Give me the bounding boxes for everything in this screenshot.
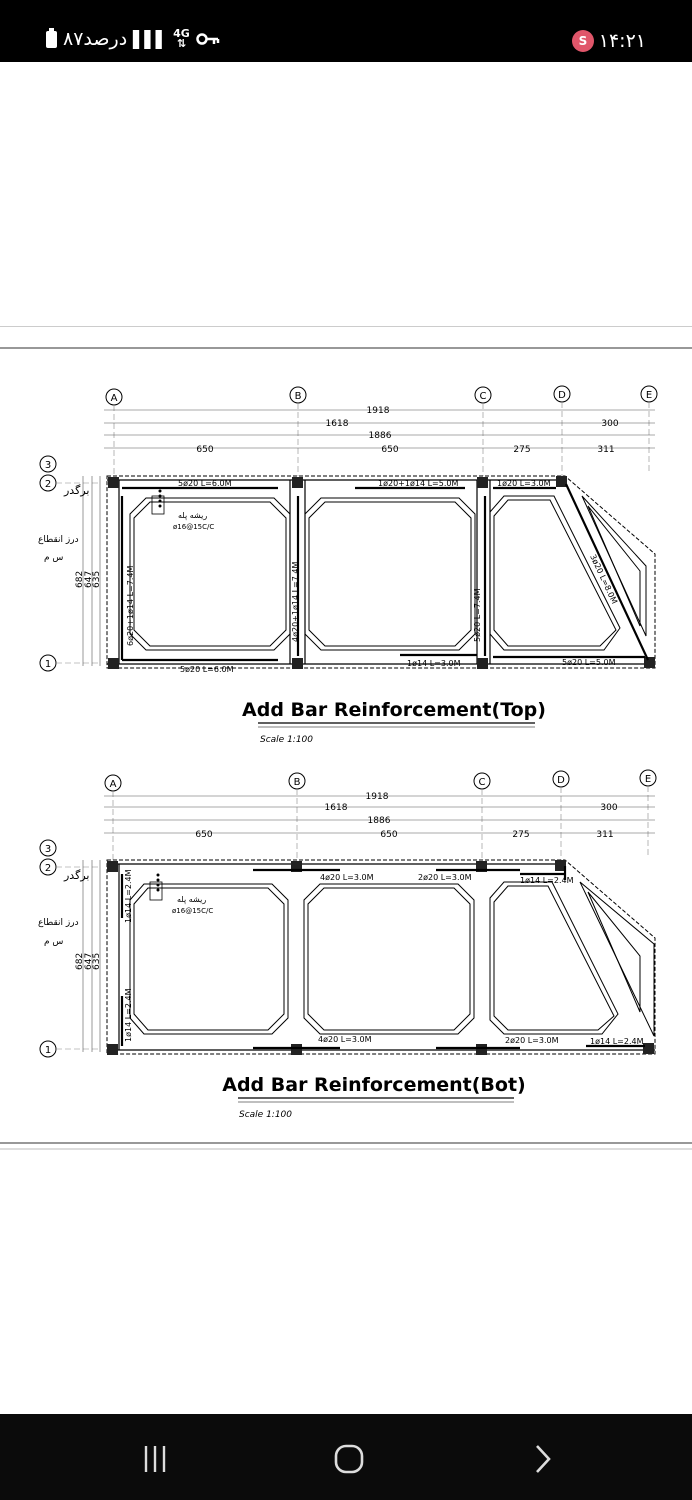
dim-275-bot: 275	[512, 830, 530, 840]
dim-1618-bot: 1618	[324, 803, 348, 813]
dim-275: 275	[513, 445, 531, 455]
bar-bot-c-bot: 2ø20 L=3.0M	[505, 1036, 559, 1045]
grid-label-e-bot: E	[644, 774, 652, 785]
scale-top: Scale 1:100	[260, 735, 314, 745]
dim-682: 682	[75, 570, 85, 588]
joint-label-bot: درز انقطاع	[38, 918, 79, 928]
stair-label-bot: ریشه پله	[177, 895, 207, 904]
home-icon[interactable]	[332, 1442, 366, 1476]
grid-label-1-bot: 1	[44, 1045, 52, 1056]
stair-rebar-bot: ø16@15C/C	[172, 907, 214, 915]
battery-icon	[46, 31, 57, 48]
back-icon[interactable]	[526, 1442, 560, 1476]
signal-icon: ▌▌▌	[133, 29, 168, 49]
bar-bot-d-top: 1ø14 L=2.4M	[520, 876, 574, 885]
bar-bot-b-bot: 4ø20 L=3.0M	[318, 1035, 372, 1044]
battery-percent: ۸۷درصد	[63, 28, 128, 50]
bar-bot-b-top: 4ø20 L=3.0M	[320, 873, 374, 882]
dim-300: 300	[601, 419, 619, 429]
navigation-bar	[0, 1414, 692, 1500]
title-top: Add Bar Reinforcement(Top)	[242, 699, 546, 721]
grid-label-d: D	[558, 390, 566, 401]
bar-top-a-vert: 6ø20+1ø14 L=7.4M	[126, 565, 135, 646]
grid-label-3: 3	[44, 460, 52, 471]
dim-650b-bot: 650	[380, 830, 398, 840]
grid-label-d-bot: D	[557, 775, 565, 786]
grid-label-b: B	[294, 391, 302, 402]
dim-1886-bot: 1886	[367, 816, 391, 826]
dim-650b: 650	[381, 445, 399, 455]
structural-drawing	[0, 326, 692, 1150]
stair-rebar-top: ø16@15C/C	[173, 523, 215, 531]
dim-300-bot: 300	[600, 803, 618, 813]
bar-bot-c-top: 2ø20 L=3.0M	[418, 873, 472, 882]
scale-bot: Scale 1:100	[239, 1110, 293, 1120]
dim-1618: 1618	[325, 419, 349, 429]
dim-647-bot: 647	[84, 952, 94, 970]
bar-bot-a-top: 1ø14 L=2.4M	[124, 869, 133, 923]
dim-682-bot: 682	[75, 952, 85, 970]
vpn-key-icon	[196, 32, 220, 46]
dim-650a-bot: 650	[195, 830, 213, 840]
grid-label-2: 2	[44, 479, 52, 490]
bar-bot-e-bot: 1ø14 L=2.4M	[590, 1037, 644, 1046]
network-type: 4G ⇅	[173, 27, 190, 50]
s-shield-icon: S	[572, 30, 594, 52]
beam-label-bot: برگدر	[64, 869, 90, 882]
bot-plan	[38, 770, 656, 1120]
top-plan	[38, 386, 657, 745]
dim-311-bot: 311	[596, 830, 614, 840]
bar-top-c-vert: 5ø20 L=7.4M	[473, 588, 482, 642]
grid-label-3-bot: 3	[44, 844, 52, 855]
grid-label-e: E	[645, 390, 653, 401]
dim-overall-bot: 1918	[365, 792, 389, 802]
grid-label-1: 1	[44, 659, 52, 670]
dim-overall: 1918	[366, 406, 390, 416]
dim-1886: 1886	[368, 431, 392, 441]
bar-top-ab-top: 5ø20 L=6.0M	[178, 479, 232, 488]
status-bar	[0, 0, 692, 62]
grid-label-2-bot: 2	[44, 863, 52, 874]
grid-label-a: A	[110, 393, 118, 404]
grid-label-b-bot: B	[293, 777, 301, 788]
dim-647: 647	[84, 570, 94, 588]
status-time: ۱۴:۲۱	[598, 30, 646, 52]
grid-label-a-bot: A	[109, 779, 117, 790]
dim-650a: 650	[196, 445, 214, 455]
bar-top-cd-small: 1ø14 L=3.0M	[407, 659, 461, 668]
grid-label-c: C	[479, 391, 487, 402]
beam-label: برگدر	[64, 484, 90, 497]
grid-label-c-bot: C	[478, 777, 486, 788]
bar-top-bc-top: 1ø20+1ø14 L=5.0M	[378, 479, 459, 488]
bar-top-cd-bot: 5ø20 L=5.0M	[562, 658, 616, 667]
small-label: س م	[44, 553, 64, 563]
bar-bot-a-bot: 1ø14 L=2.4M	[124, 988, 133, 1042]
dim-635: 635	[92, 570, 102, 588]
recents-icon[interactable]	[138, 1442, 172, 1476]
bar-top-diag: 3ø20 L=8.0M	[588, 553, 619, 606]
bar-top-cd-top: 1ø20 L=3.0M	[497, 479, 551, 488]
stair-label-top: ریشه پله	[178, 511, 208, 520]
dim-635-bot: 635	[92, 952, 102, 970]
bar-top-ab-bot: 5ø20 L=6.0M	[180, 665, 234, 674]
drawing-page	[0, 326, 692, 1150]
status-left-cluster	[46, 28, 220, 50]
small-label-bot: س م	[44, 937, 64, 947]
joint-label: درز انقطاع	[38, 535, 79, 545]
dim-311: 311	[597, 445, 615, 455]
bar-top-b-vert: 4ø20+1ø14 L=7.4M	[291, 561, 300, 642]
title-bot: Add Bar Reinforcement(Bot)	[222, 1074, 526, 1096]
